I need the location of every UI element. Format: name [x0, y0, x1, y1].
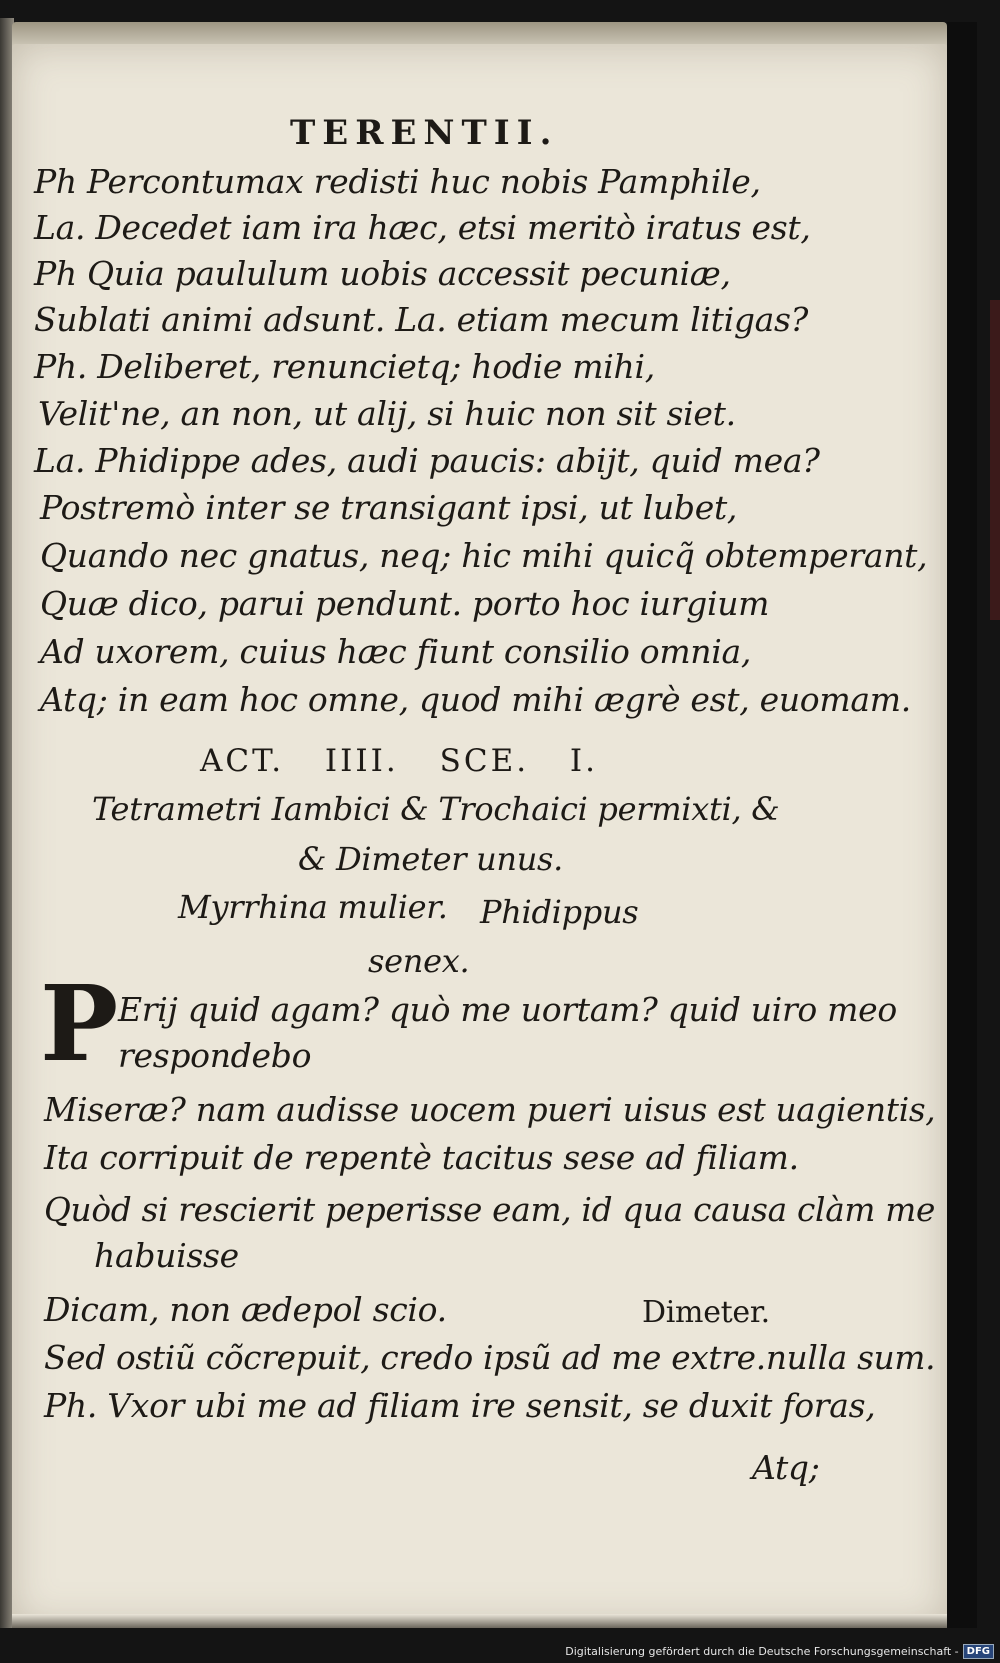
verse-line: Sublati animi adsunt. La. etiam mecum litigas? — [34, 300, 809, 339]
verse-line: La. Decedet iam ira hæc, etsi meritò iratus est, — [34, 208, 811, 247]
running-header: TERENTII. — [290, 113, 559, 153]
verse-line: Dicam, non ædepol scio. — [44, 1290, 447, 1329]
digitization-footer — [565, 1644, 994, 1659]
speaker-name: Phidippus — [480, 893, 639, 931]
verse-line: Velit'ne, an non, ut alij, si huic non sit siet. — [38, 394, 736, 433]
meter-note: & Dimeter unus. — [298, 840, 564, 878]
verse-line: Quæ dico, parui pendunt. porto hoc iurgium — [40, 584, 770, 623]
verse-line: respondebo — [118, 1036, 312, 1075]
verse-line: Quòd si rescierit peperisse eam, id qua causa clàm me — [44, 1190, 936, 1229]
catchword: Atq; — [752, 1448, 820, 1487]
verse-line: Ph. Deliberet, renuncietq; hodie mihi, — [34, 347, 655, 386]
verse-line: Ita corripuit de repentè tacitus sese ad filiam. — [44, 1138, 799, 1177]
meter-note: Tetrametri Iambici & Trochaici permixti, & — [92, 790, 780, 828]
verse-line: Sed ostiũ cõcrepuit, credo ipsũ ad me extre.nulla sum. — [44, 1338, 936, 1377]
verse-line: Postremò inter se transigant ipsi, ut lubet, — [40, 488, 738, 527]
margin-note: Dimeter. — [642, 1295, 770, 1330]
verse-line: Miseræ? nam audisse uocem pueri uisus est uagientis, — [44, 1090, 936, 1129]
verse-line: Erij quid agam? quò me uortam? quid uiro meo — [118, 990, 897, 1029]
dfg-logo: DFG — [963, 1644, 994, 1659]
verse-line: Ph Percontumax redisti huc nobis Pamphile, — [34, 162, 761, 201]
verse-line: La. Phidippe ades, audi paucis: abijt, quid mea? — [34, 441, 820, 480]
verse-line: Ph. Vxor ubi me ad filiam ire sensit, se duxit foras, — [44, 1386, 876, 1425]
footer-credit: Digitalisierung gefördert durch die Deutsche Forschungsgemeinschaft - — [565, 1645, 959, 1658]
verse-line: Quando nec gnatus, neq; hic mihi quicq̃ obtemperant, — [40, 536, 928, 575]
drop-capital: P — [40, 962, 119, 1085]
verse-line: Atq; in eam hoc omne, quod mihi ægrè est, euomam. — [40, 680, 911, 719]
verse-line: Ad uxorem, cuius hæc fiunt consilio omnia, — [40, 632, 752, 671]
speaker-role: senex. — [368, 942, 470, 980]
act-scene-heading: ACT. IIII. SCE. I. — [200, 743, 599, 779]
speaker-name: Myrrhina mulier. — [178, 888, 448, 926]
verse-line: habuisse — [94, 1236, 239, 1275]
verse-line: Ph Quia paululum uobis accessit pecuniæ, — [34, 254, 731, 293]
